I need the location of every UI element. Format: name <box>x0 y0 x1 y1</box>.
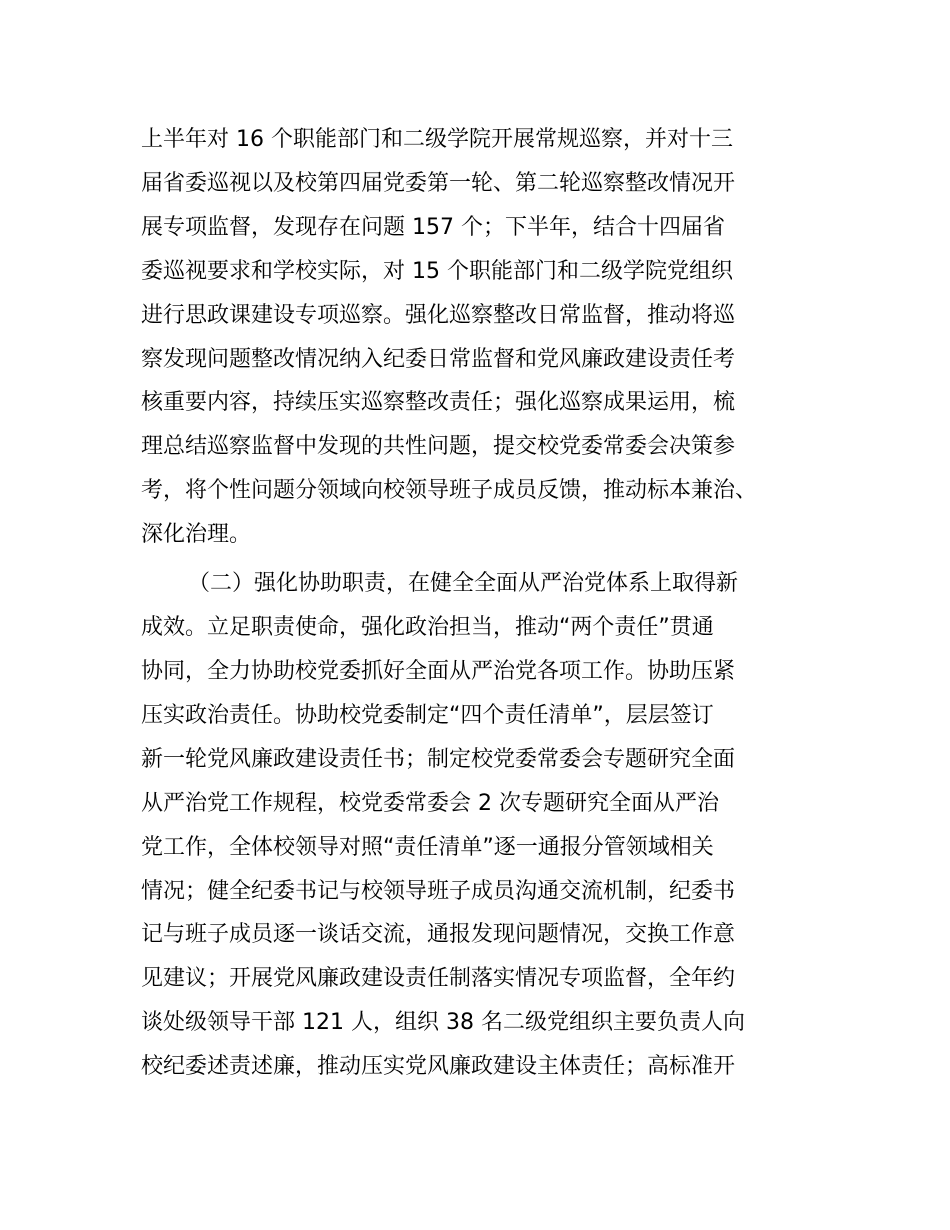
paragraph-1-line-9: 考，将个性问题分领域向校领导班子成员反馈，推动标本兼治、 <box>141 478 758 503</box>
paragraph-2-line-10: 见建议；开展党风廉政建设责任制落实情况专项监督，全年约 <box>141 966 736 991</box>
paragraph-1-line-8: 理总结巡察监督中发现的共性问题，提交校党委常委会决策参 <box>141 434 736 459</box>
paragraph-2-line-6: 从严治党工作规程，校党委常委会 2 次专题研究全面从严治 <box>141 791 719 816</box>
paragraph-1-line-6: 察发现问题整改情况纳入纪委日常监督和党风廉政建设责任考 <box>141 347 736 372</box>
paragraph-1-line-4: 委巡视要求和学校实际，对 15 个职能部门和二级学院党组织 <box>141 259 733 284</box>
paragraph-2-line-3: 协同，全力协助校党委抓好全面从严治党各项工作。协助压紧 <box>141 659 736 684</box>
paragraph-2-line-11: 谈处级领导干部 121 人，组织 38 名二级党组织主要负责人向 <box>141 1010 745 1035</box>
paragraph-1-line-3: 展专项监督，发现存在问题 157 个；下半年，结合十四届省 <box>141 215 725 240</box>
paragraph-2-line-2: 成效。立足职责使命，强化政治担当，推动“两个责任”贯通 <box>141 615 714 640</box>
paragraph-2-line-7: 党工作，全体校领导对照“责任清单”逐一通报分管领域相关 <box>141 835 714 860</box>
paragraph-1-line-10: 深化治理。 <box>141 522 252 547</box>
paragraph-1-line-7: 核重要内容，持续压实巡察整改责任；强化巡察成果运用，梳 <box>141 390 736 415</box>
paragraph-1-line-5: 进行思政课建设专项巡察。强化巡察整改日常监督，推动将巡 <box>141 303 736 328</box>
paragraph-2-line-8: 情况；健全纪委书记与校领导班子成员沟通交流机制，纪委书 <box>141 879 736 904</box>
paragraph-1-line-1: 上半年对 16 个职能部门和二级学院开展常规巡察，并对十三 <box>141 127 733 152</box>
paragraph-2-line-1: （二）强化协助职责，在健全全面从严治党体系上取得新 <box>188 571 739 596</box>
paragraph-2-line-4: 压实政治责任。协助校党委制定“四个责任清单”，层层签订 <box>141 703 714 728</box>
paragraph-1-line-2: 届省委巡视以及校第四届党委第一轮、第二轮巡察整改情况开 <box>141 171 736 196</box>
paragraph-2-line-12: 校纪委述责述廉，推动压实党风廉政建设主体责任；高标准开 <box>141 1054 736 1079</box>
paragraph-2-line-9: 记与班子成员逐一谈话交流，通报发现问题情况，交换工作意 <box>141 922 736 947</box>
paragraph-2-line-5: 新一轮党风廉政建设责任书；制定校党委常委会专题研究全面 <box>141 747 736 772</box>
